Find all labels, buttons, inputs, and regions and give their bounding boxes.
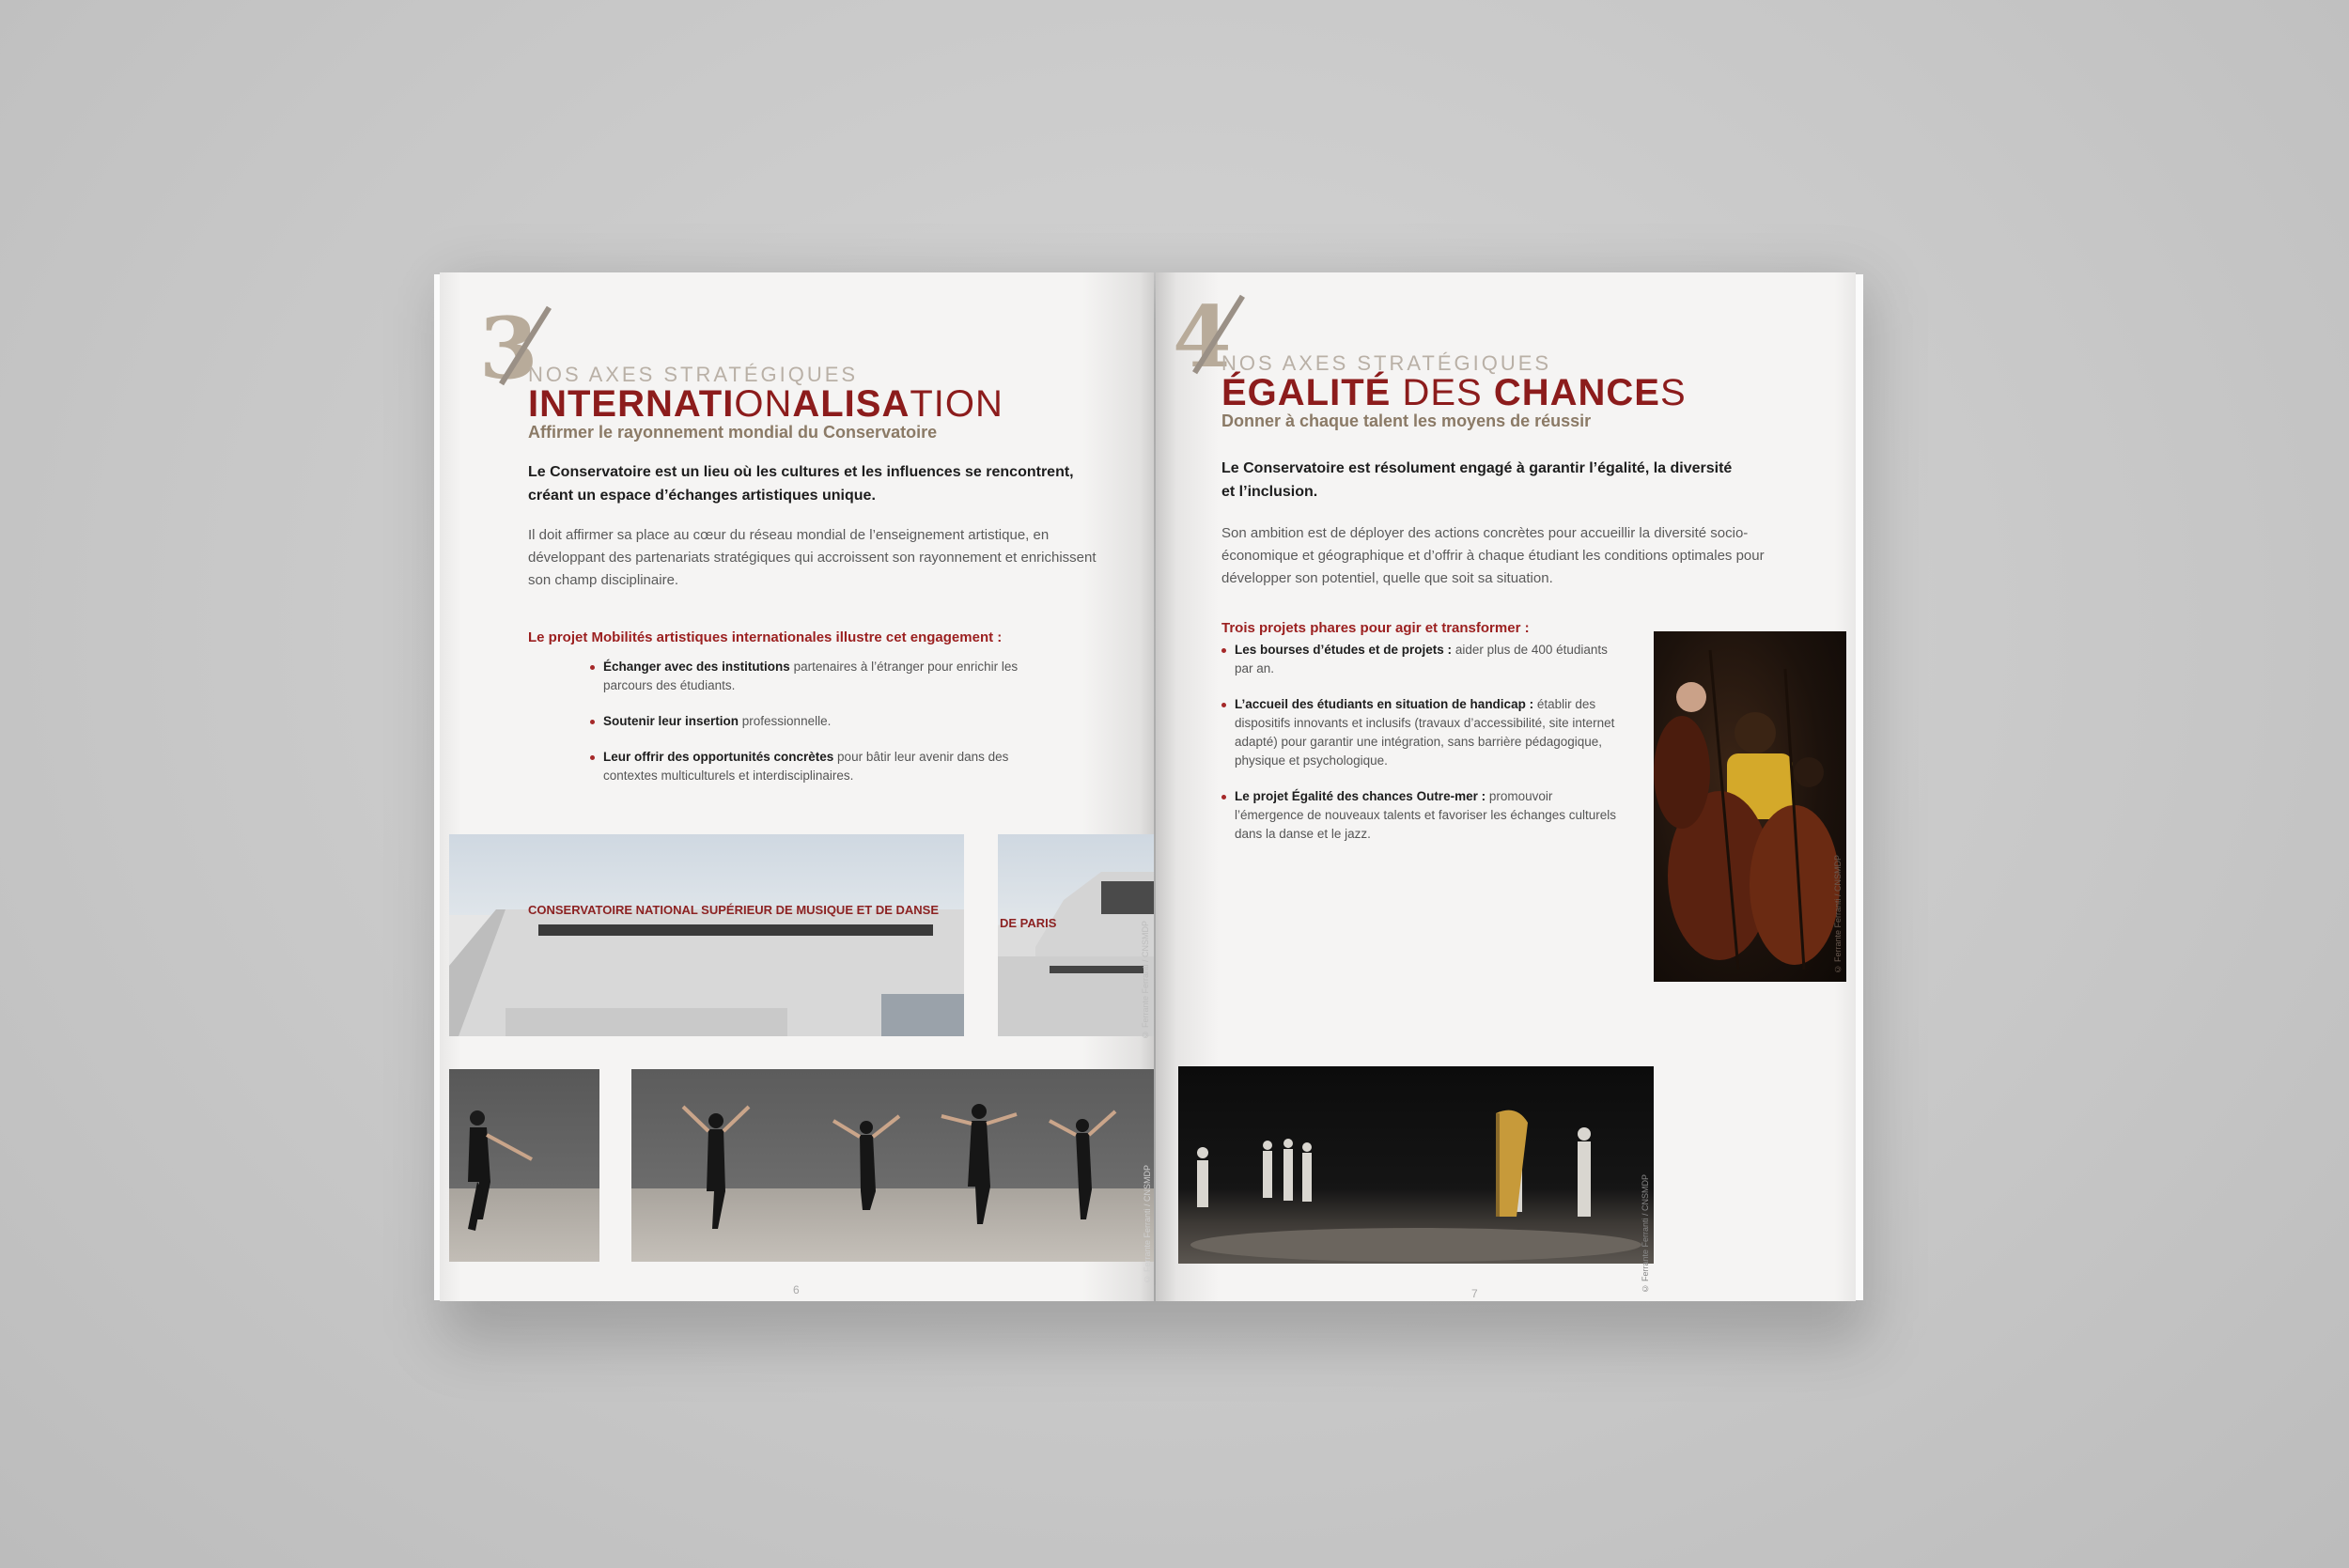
building-sign: CONSERVATOIRE NATIONAL SUPÉRIEUR DE MUSIQUE ET DE DANSE [528, 903, 939, 917]
stage-photo [1178, 1066, 1654, 1264]
section-kicker: NOS AXES STRATÉGIQUES [528, 363, 859, 386]
page-number: 6 [793, 1283, 800, 1296]
page-number: 7 [1471, 1287, 1478, 1300]
lead-paragraph: Le Conservatoire est résolument engagé à garantir l’égalité, la diversité et l’inclusion. [1221, 460, 1733, 500]
project-heading: Trois projets phares pour agir et transformer : [1221, 620, 1530, 636]
building-photo-2 [998, 834, 1154, 1036]
section-subtitle: Affirmer le rayonnement mondial du Conservatoire [528, 423, 938, 442]
section-number: 4 [1173, 295, 1232, 380]
project-heading: Le projet Mobilités artistiques internationales illustre cet engagement : [528, 629, 1003, 645]
list-item: Les bourses d’études et de projets : aider plus de 400 étudiants par an. [1221, 641, 1616, 678]
right-page [1156, 272, 1856, 1301]
section-title: ÉGALITÉ DES CHANCES [1221, 372, 1687, 413]
dancer-photo-1 [449, 1069, 599, 1262]
project-bullet-list [590, 658, 1032, 785]
orchestra-photo [1654, 631, 1846, 982]
list-item: L’accueil des étudiants en situation de handicap : établir des dispositifs innovants et inclusifs (travaux d’accessibilité, site internet adapté) pour garantir une intégration, sans barrière pédagogique, physique et psychologique. [1221, 695, 1616, 770]
photo-credit: © Ferrante Ferranti / CNSMDP [1833, 855, 1843, 974]
section-number: 3 [479, 306, 538, 391]
list-item: Leur offrir des opportunités concrètes pour bâtir leur avenir dans des contextes multiculturels et interdisciplinaires. [590, 748, 1032, 785]
photo-credit-2: © Ferrante Ferranti / CNSMDP [1641, 1174, 1650, 1294]
body-paragraph: Il doit affirmer sa place au cœur du réseau mondial de l’enseignement artistique, en développant des partenariats stratégiques qui accroissent son rayonnement et enrichissent son champ disciplinaire. [528, 527, 1097, 588]
dancers-photo [631, 1069, 1154, 1262]
section-subtitle: Donner à chaque talent les moyens de réussir [1221, 411, 1592, 430]
building-sign-2: DE PARIS [1000, 916, 1057, 930]
page-edge-right [1856, 274, 1863, 1300]
photo-credit: © Ferrante Ferranti / CNSMDP [1141, 921, 1150, 1040]
photo-credit-2: © Ferrante Ferranti / CNSMDP [1143, 1165, 1152, 1284]
body-paragraph: Son ambition est de déployer des actions concrètes pour accueillir la diversité socio-économique et géographique et d’offrir à chaque étudiant les conditions optimales pour développer son potentiel, quelle que soit sa situation. [1221, 525, 1765, 586]
section-title: INTERNATIONALISATION [528, 383, 1003, 425]
section-kicker: NOS AXES STRATÉGIQUES [1221, 351, 1552, 375]
list-item: Soutenir leur insertion professionnelle. [590, 712, 1032, 731]
lead-paragraph: Le Conservatoire est un lieu où les cultures et les influences se rencontrent, créant un espace d’échanges artistiques unique. [528, 464, 1074, 504]
left-page [440, 272, 1154, 1301]
list-item: Échanger avec des institutions partenaires à l’étranger pour enrichir les parcours des étudiants. [590, 658, 1032, 695]
building-photo [449, 834, 964, 1036]
project-bullet-list [1221, 641, 1616, 844]
list-item: Le projet Égalité des chances Outre-mer : promouvoir l’émergence de nouveaux talents et favoriser les échanges culturels dans la danse et le jazz. [1221, 787, 1616, 844]
